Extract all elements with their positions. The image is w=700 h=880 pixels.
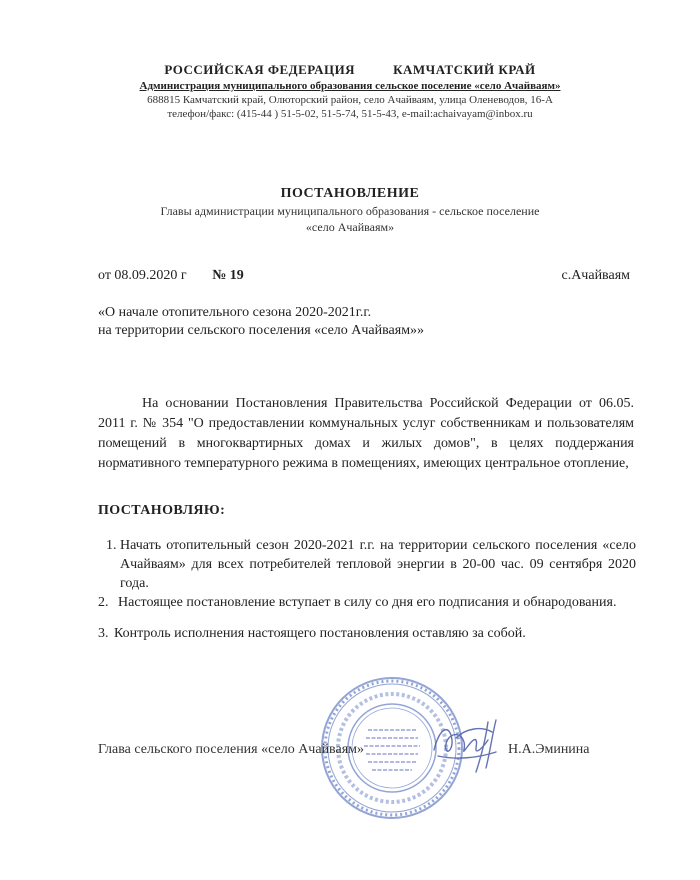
document-date: от 08.09.2020 г <box>98 268 187 283</box>
document-subject <box>98 304 638 340</box>
preamble-paragraph: На основании Постановления Правительства Российской Федерации от 06.05. 2011 г. № 354 "О предоставлении коммунальных услуг собственникам и пользователям помещений в многоквартирных домах и жилых домов", в целях поддержания нормативного температурного режима в помещениях, имеющих центральное отопление, <box>98 396 634 471</box>
letterhead-country-region <box>0 62 700 78</box>
decree-item-number: 3. <box>98 626 109 641</box>
letterhead <box>0 62 700 120</box>
document-title-block <box>0 186 700 235</box>
subject-line-1: «О начале отопительного сезона 2020-2021г.г. <box>98 305 372 320</box>
administration-name: Администрация муниципального образования сельское поселение «село Ачайваям» <box>139 80 561 92</box>
decree-item-text: Контроль исполнения настоящего постановления оставляю за собой. <box>114 626 526 641</box>
region-name: КАМЧАТСКИЙ КРАЙ <box>393 62 536 77</box>
signatory-name: Н.А.Эминина <box>508 742 590 757</box>
decree-item-number: 2. <box>98 595 109 610</box>
decree-item <box>98 624 636 643</box>
signatory-role: Глава сельского поселения «село Ачайваям» <box>98 742 364 757</box>
subject-line-2: на территории сельского поселения «село Ачайваям»» <box>98 323 425 338</box>
date-number-line <box>98 268 630 284</box>
decree-item <box>98 593 636 612</box>
postal-address: 688815 Камчатский край, Олюторский район, село Ачайваям, улица Оленеводов, 16-А <box>147 94 553 106</box>
document-title: ПОСТАНОВЛЕНИЕ <box>280 186 420 201</box>
decree-item-text: Начать отопительный сезон 2020-2021 г.г. на территории сельского поселения «село Ачайваям» для всех потребителей тепловой энергии в 20-00 час. 09 сентября 2020 года. <box>120 538 636 591</box>
document-place: с.Ачайваям <box>561 268 630 283</box>
decree-word: ПОСТАНОВЛЯЮ: <box>98 503 226 518</box>
decree-item-number: 1. <box>106 538 117 553</box>
decree-item <box>98 536 636 593</box>
decree-items-list <box>98 536 636 643</box>
document-number: № 19 <box>212 268 244 283</box>
contact-info: телефон/факс: (415-44 ) 51-5-02, 51-5-74, 51-5-43, e-mail:achaivayam@inbox.ru <box>167 108 533 120</box>
document-subtitle: Главы администрации муниципального образования - сельское поселение <box>160 204 540 218</box>
document-subtitle-locality: «село Ачайваям» <box>305 220 395 234</box>
signature-icon <box>426 716 516 776</box>
country-name: РОССИЙСКАЯ ФЕДЕРАЦИЯ <box>164 62 356 77</box>
decree-item-text: Настоящее постановление вступает в силу со дня его подписания и обнародования. <box>118 595 617 610</box>
